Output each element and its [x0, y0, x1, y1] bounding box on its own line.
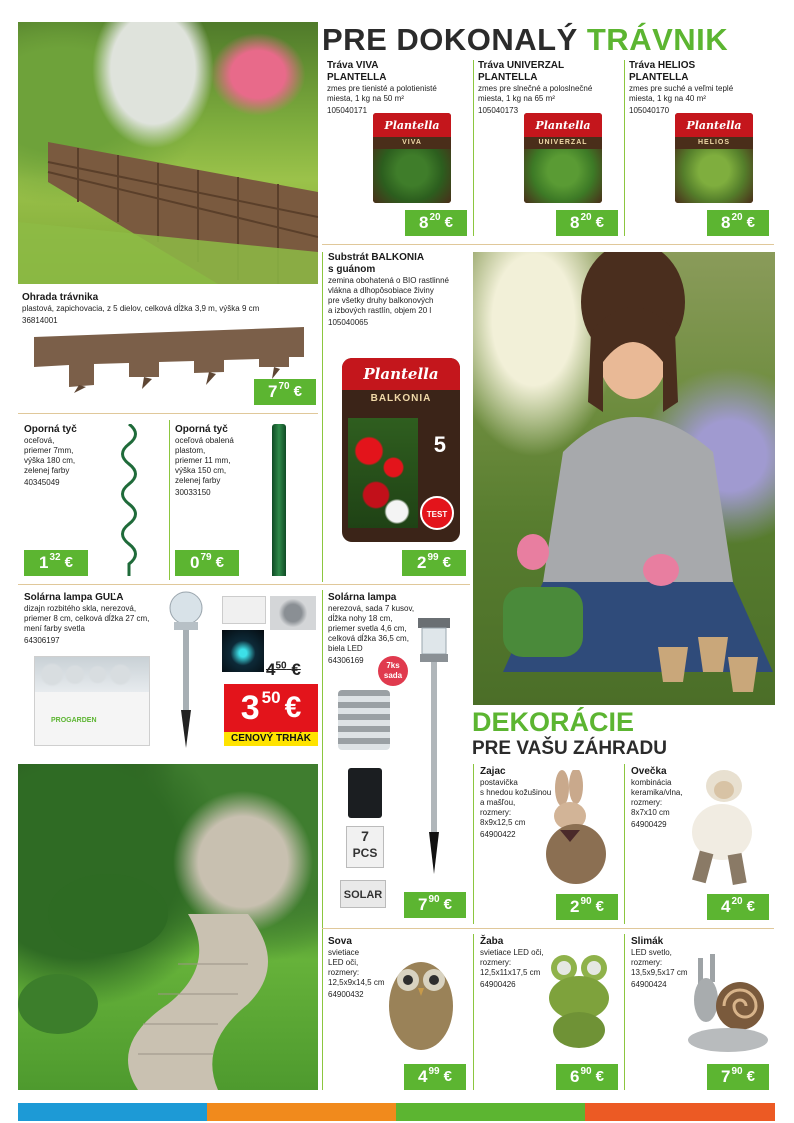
- product-title-line2: s guánom: [328, 264, 376, 275]
- footer-strip-green: [396, 1103, 585, 1121]
- price-cents: 99: [428, 1066, 440, 1077]
- price-euros: 8: [570, 213, 580, 232]
- price-tag-ovecka: [707, 894, 769, 920]
- product-title: Tráva HELIOS: [629, 60, 696, 71]
- product-description-line2: s hnedou kožušinou: [480, 788, 552, 797]
- section-title-dekoracie: DEKORÁCIE: [472, 707, 635, 737]
- product-description-line2: miesta, 1 kg na 50 m²: [327, 94, 404, 103]
- lamp-display-box: [34, 656, 150, 746]
- product-description-line3: 12,5x11x17,5 cm: [480, 968, 541, 977]
- divider: [322, 252, 323, 582]
- product-description: postavička: [480, 778, 518, 787]
- product-gula: [24, 592, 184, 646]
- photo-gardener-woman: [473, 252, 775, 705]
- pcs-number: 7: [361, 828, 369, 844]
- title-dark-part: PRE DOKONALÝ: [322, 22, 578, 57]
- sheep-figurine-image: [680, 766, 764, 890]
- divider: [169, 420, 170, 580]
- product-title: Solárna lampa GUĽA: [24, 592, 124, 603]
- price-currency: €: [293, 383, 302, 400]
- price-tag-slimak: [707, 1064, 769, 1090]
- product-title: Sova: [328, 936, 352, 947]
- product-description: nerezová, sada 7 kusov,: [328, 604, 415, 613]
- divider: [18, 413, 318, 414]
- price-tag-balkonia: [402, 550, 466, 576]
- stake-lamp-image: [414, 616, 454, 876]
- price-tag-tyc1: [24, 550, 88, 576]
- product-description-line2: plastom,: [175, 446, 206, 455]
- price-currency: €: [746, 1068, 755, 1085]
- divider: [18, 584, 470, 585]
- price-cents: 90: [580, 896, 592, 907]
- footer-strip-orange: [207, 1103, 396, 1121]
- solar-box: SOLAR: [340, 880, 386, 908]
- photo-garden-path: [18, 764, 318, 1090]
- pack-grass-image: [524, 149, 602, 203]
- price-cents: 99: [427, 552, 439, 563]
- price-cents: 50: [261, 688, 281, 707]
- product-description: kombinácia: [631, 778, 672, 787]
- price-euros: 1: [39, 553, 49, 572]
- lamp-night-photo: [222, 630, 264, 672]
- brand-band: [675, 113, 753, 137]
- product-code: 64900432: [328, 990, 364, 999]
- product-description: dizajn rozbitého skla, nerezová,: [24, 604, 137, 613]
- product-tyc1: [24, 424, 114, 488]
- product-title: Tráva UNIVERZAL: [478, 60, 565, 71]
- brand-band: [373, 113, 451, 137]
- price-euros: 4: [721, 897, 731, 916]
- price-euros: 6: [570, 1067, 580, 1086]
- product-description: zemina obohatená o BIO rastlinné: [328, 276, 449, 285]
- balkonia-number: 5: [433, 432, 446, 457]
- old-price-euros: 4: [266, 660, 276, 679]
- deal-label: CENOVÝ TRHÁK: [224, 732, 318, 746]
- product-code: 36814001: [22, 316, 58, 325]
- product-description-line2: LED oči,: [328, 958, 359, 967]
- frog-figurine-image: [544, 950, 614, 1050]
- price-currency: €: [215, 554, 224, 571]
- price-tag-sova: [404, 1064, 466, 1090]
- price-euros: 2: [570, 897, 580, 916]
- product-description-line2: miesta, 1 kg na 65 m²: [478, 94, 555, 103]
- product-description-line4: 12,5x9x14,5 cm: [328, 978, 385, 987]
- product-description-line3: 13,5x9,5x17 cm: [631, 968, 688, 977]
- product-title: Oporná tyč: [24, 424, 77, 435]
- price-tag-lampa: [404, 892, 466, 918]
- product-title: Ovečka: [631, 766, 667, 777]
- product-description-line2: rozmery:: [480, 958, 512, 967]
- product-description-line3: rozmery:: [631, 798, 663, 807]
- product-description: zmes pre tienisté a polotienisté: [327, 84, 437, 93]
- price-tag-gula: [224, 684, 318, 732]
- brand-logo: Plantella: [363, 365, 439, 383]
- divider: [322, 928, 774, 929]
- product-description-line4: výška 150 cm,: [175, 466, 227, 475]
- product-description-line2: priemer 8 cm, celková dĺžka 27 cm,: [24, 614, 150, 623]
- price-cents: 20: [429, 212, 441, 223]
- product-code: 105040170: [629, 106, 670, 115]
- price-euros: 0: [190, 553, 200, 572]
- price-tag-zajac: [556, 894, 618, 920]
- product-title: Substrát BALKONIA: [328, 252, 425, 263]
- price-tag-tyc2: [175, 550, 239, 576]
- price-currency: €: [746, 898, 755, 915]
- lamp-detail-photo: [270, 596, 316, 630]
- brand-band: [342, 358, 460, 390]
- price-tag-zaba: [556, 1064, 618, 1090]
- pack-label: BALKONIA: [342, 390, 460, 408]
- divider: [624, 60, 625, 236]
- product-code: 105040065: [328, 318, 369, 327]
- product-description-line3: mení farby svetla: [24, 624, 85, 633]
- pcs-label: PCS: [352, 846, 378, 860]
- page-title: [322, 22, 728, 58]
- product-title: Žaba: [480, 936, 504, 947]
- product-code: 105040173: [478, 106, 519, 115]
- lamp-stack-image: [338, 690, 390, 750]
- divider: [322, 244, 774, 245]
- product-description-line5: 8x9x12,5 cm: [480, 818, 526, 827]
- product-description: zmes pre slnečné a poloslnečné: [478, 84, 593, 93]
- price-currency: €: [442, 554, 451, 571]
- test-badge: TEST: [420, 496, 454, 530]
- rabbit-figurine-image: [540, 770, 610, 888]
- divider: [624, 934, 625, 1090]
- product-description: svietiace: [328, 948, 360, 957]
- product-description-line3: pre všetky druhy balkonových: [328, 296, 434, 305]
- product-description-line2: priemer 7mm,: [24, 446, 74, 455]
- price-euros: 4: [418, 1067, 428, 1086]
- photo-lawn-edging: [18, 22, 318, 284]
- product-description-line5: zelenej farby: [175, 476, 221, 485]
- badge-label: sada: [383, 671, 403, 680]
- pcs-box: [346, 826, 384, 868]
- pack-grass-image: [373, 149, 451, 203]
- woman-illustration: [473, 252, 775, 705]
- old-price: [266, 660, 301, 680]
- spiral-rod-image: [112, 424, 146, 576]
- product-description-line2: dĺžka nohy 18 cm,: [328, 614, 393, 623]
- product-viva: [327, 60, 472, 116]
- title-green-part: TRÁVNIK: [586, 22, 729, 57]
- product-description: LED svetlo,: [631, 948, 672, 957]
- product-code: 64900429: [631, 820, 667, 829]
- section-subtitle: PRE VAŠU ZÁHRADU: [472, 738, 667, 759]
- price-euros: 8: [419, 213, 429, 232]
- brand-logo: Plantella: [686, 118, 742, 132]
- price-currency: €: [443, 1068, 452, 1085]
- product-code: 64900422: [480, 830, 516, 839]
- price-tag-univerzal: [556, 210, 618, 236]
- pack-helios: [675, 113, 753, 203]
- footer-strip-red: [585, 1103, 775, 1121]
- product-title: Ohrada trávnika: [22, 292, 99, 303]
- product-title: Oporná tyč: [175, 424, 228, 435]
- price-cents: 79: [200, 552, 212, 563]
- old-price-currency: €: [291, 660, 301, 679]
- price-euros: 7: [268, 382, 278, 401]
- price-cents: 70: [278, 381, 290, 392]
- price-euros: 7: [721, 1067, 731, 1086]
- product-description-line3: rozmery:: [328, 968, 360, 977]
- snail-figurine-image: [684, 950, 768, 1058]
- price-cents: 32: [49, 552, 61, 563]
- product-code: 40345049: [24, 478, 60, 487]
- product-ohrada: [22, 292, 316, 326]
- product-description-line2: vlákna a dlhopôsobiace živiny: [328, 286, 434, 295]
- price-cents: 90: [580, 1066, 592, 1077]
- product-title: Solárna lampa: [328, 592, 397, 603]
- pack-viva: [373, 113, 451, 203]
- edging-illustration: [18, 22, 318, 284]
- divider: [473, 764, 474, 924]
- product-description-line4: a izbových rastlín, objem 20 l: [328, 306, 432, 315]
- price-currency: €: [444, 214, 453, 231]
- product-description: svietiace LED oči,: [480, 948, 544, 957]
- product-code: 105040171: [327, 106, 368, 115]
- pack-grass-image: [675, 149, 753, 203]
- price-currency: €: [595, 214, 604, 231]
- pack-label: VIVA: [373, 137, 451, 149]
- product-description-line3: priemer 11 mm,: [175, 456, 231, 465]
- product-description-line3: priemer svetla 4,6 cm,: [328, 624, 407, 633]
- price-currency: €: [746, 214, 755, 231]
- price-currency: €: [595, 898, 604, 915]
- price-tag-viva: [405, 210, 467, 236]
- price-currency: €: [595, 1068, 604, 1085]
- box-brand-text: PROGARDEN: [51, 717, 97, 724]
- product-title: Zajac: [480, 766, 506, 777]
- product-helios: [629, 60, 774, 116]
- product-code: 30033150: [175, 488, 211, 497]
- price-tag-helios: [707, 210, 769, 236]
- product-code: 64306197: [24, 636, 60, 645]
- product-code: 64306169: [328, 656, 364, 665]
- pack-label: HELIOS: [675, 137, 753, 149]
- divider: [473, 60, 474, 236]
- glass-ball-lamp-image: [166, 590, 206, 750]
- divider: [473, 934, 474, 1090]
- divider: [624, 764, 625, 924]
- old-price-cents: 50: [275, 660, 287, 672]
- lamp-detail-photo: [222, 596, 266, 624]
- price-cents: 90: [731, 1066, 743, 1077]
- product-title: Tráva VIVA: [327, 60, 379, 71]
- pack-univerzal: [524, 113, 602, 203]
- footer-strip-blue: [18, 1103, 207, 1121]
- product-description-line3: výška 180 cm,: [24, 456, 76, 465]
- product-description-line4: celková dĺžka 36,5 cm,: [328, 634, 409, 643]
- brand-logo: Plantella: [535, 118, 591, 132]
- product-description-line5: biela LED: [328, 644, 363, 653]
- garden-illustration: [18, 764, 318, 1090]
- owl-figurine-image: [384, 944, 458, 1054]
- product-title: Slimák: [631, 936, 664, 947]
- product-description: oceľová,: [24, 436, 55, 445]
- product-univerzal: [478, 60, 623, 116]
- product-description-line2: miesta, 1 kg na 40 m²: [629, 94, 706, 103]
- brand-band: [524, 113, 602, 137]
- product-balkonia: [328, 252, 474, 328]
- product-description-line4: rozmery:: [480, 808, 512, 817]
- price-tag-ohrada: [254, 379, 316, 405]
- divider: [322, 590, 323, 1090]
- price-cents: 90: [428, 894, 440, 905]
- price-cents: 20: [731, 896, 743, 907]
- product-code: 64900426: [480, 980, 516, 989]
- product-code: 64900424: [631, 980, 667, 989]
- green-rod-image: [272, 424, 286, 576]
- product-description-line4: 8x7x10 cm: [631, 808, 670, 817]
- product-title-line2: PLANTELLA: [629, 72, 689, 83]
- pack-label: UNIVERZAL: [524, 137, 602, 149]
- product-description-line2: rozmery:: [631, 958, 663, 967]
- product-title-line2: PLANTELLA: [478, 72, 538, 83]
- lamp-closeup-image: [348, 768, 382, 818]
- product-description-line3: a mašľou,: [480, 798, 516, 807]
- price-currency: €: [443, 896, 452, 913]
- price-currency: €: [284, 691, 302, 724]
- price-euros: 3: [240, 689, 260, 727]
- product-description: zmes pre suché a veľmi teplé: [629, 84, 734, 93]
- price-cents: 20: [731, 212, 743, 223]
- product-description-line2: keramika/vlna,: [631, 788, 683, 797]
- product-description-line4: zelenej farby: [24, 466, 70, 475]
- product-tyc2: [175, 424, 267, 498]
- set-badge: [378, 656, 408, 686]
- price-euros: 2: [417, 553, 427, 572]
- price-euros: 7: [418, 895, 428, 914]
- pack-balkonia: [342, 358, 460, 542]
- price-euros: 8: [721, 213, 731, 232]
- brand-logo: Plantella: [384, 118, 440, 132]
- flowers-image: [348, 418, 418, 528]
- product-description: plastová, zapichovacia, z 5 dielov, celková dĺžka 3,9 m, výška 9 cm: [22, 304, 260, 313]
- price-currency: €: [64, 554, 73, 571]
- product-title-line2: PLANTELLA: [327, 72, 387, 83]
- product-description: oceľová obalená: [175, 436, 234, 445]
- badge-count: 7ks: [386, 661, 400, 670]
- price-cents: 20: [580, 212, 592, 223]
